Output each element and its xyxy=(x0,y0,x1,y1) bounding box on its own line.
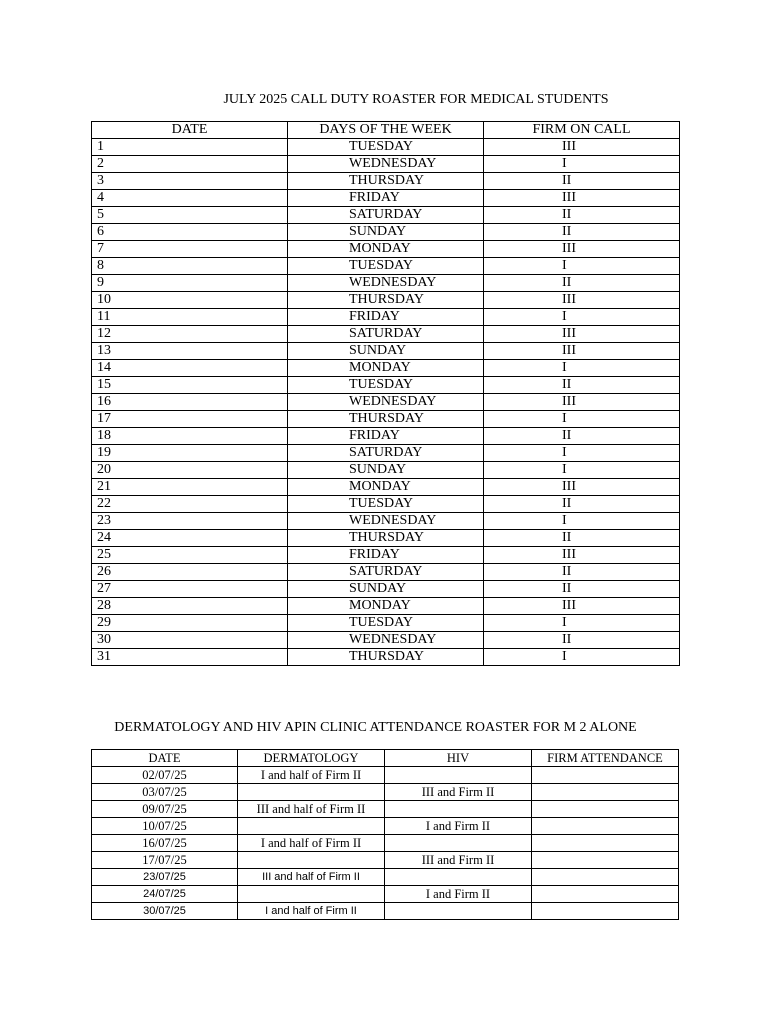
table-row xyxy=(92,411,680,428)
cell-dermatology xyxy=(238,886,385,903)
cell-day: MONDAY xyxy=(288,241,484,258)
cell-date: 29 xyxy=(92,615,288,632)
cell-firm: I xyxy=(484,309,680,326)
cell-date: 16 xyxy=(92,394,288,411)
cell-date: 30/07/25 xyxy=(92,903,238,920)
cell-firm: II xyxy=(484,496,680,513)
table-row xyxy=(92,869,679,886)
cell-dermatology: III and half of Firm II xyxy=(238,869,385,886)
table-row xyxy=(92,767,679,784)
table-row xyxy=(92,615,680,632)
cell-hiv xyxy=(385,767,532,784)
cell-firm-attendance xyxy=(532,852,679,869)
cell-firm: II xyxy=(484,173,680,190)
cell-date: 17/07/25 xyxy=(92,852,238,869)
roster-title: JULY 2025 CALL DUTY ROASTER FOR MEDICAL STUDENTS xyxy=(223,92,609,107)
cell-firm: III xyxy=(484,190,680,207)
cell-day: WEDNESDAY xyxy=(288,275,484,292)
cell-date: 30 xyxy=(92,632,288,649)
cell-day: FRIDAY xyxy=(288,309,484,326)
cell-firm: II xyxy=(484,581,680,598)
cell-date: 25 xyxy=(92,547,288,564)
table-row xyxy=(92,224,680,241)
cell-day: WEDNESDAY xyxy=(288,156,484,173)
table-row xyxy=(92,377,680,394)
cell-firm: II xyxy=(484,632,680,649)
cell-day: TUESDAY xyxy=(288,615,484,632)
cell-day: SUNDAY xyxy=(288,343,484,360)
cell-dermatology: I and half of Firm II xyxy=(238,903,385,920)
cell-day: FRIDAY xyxy=(288,547,484,564)
cell-date: 22 xyxy=(92,496,288,513)
cell-date: 5 xyxy=(92,207,288,224)
cell-day: SATURDAY xyxy=(288,207,484,224)
cell-date: 13 xyxy=(92,343,288,360)
cell-day: SUNDAY xyxy=(288,581,484,598)
cell-firm: I xyxy=(484,360,680,377)
table-row xyxy=(92,173,680,190)
cell-firm: II xyxy=(484,377,680,394)
table-row xyxy=(92,801,679,818)
cell-day: TUESDAY xyxy=(288,258,484,275)
cell-date: 8 xyxy=(92,258,288,275)
cell-day: THURSDAY xyxy=(288,530,484,547)
cell-firm: II xyxy=(484,564,680,581)
cell-hiv xyxy=(385,903,532,920)
cell-hiv: I and Firm II xyxy=(385,886,532,903)
column-header-firm: FIRM ON CALL xyxy=(484,122,680,139)
cell-firm-attendance xyxy=(532,903,679,920)
table-header-row xyxy=(92,750,679,767)
clinic-title: DERMATOLOGY AND HIV APIN CLINIC ATTENDANCE ROASTER FOR M 2 ALONE xyxy=(114,720,637,735)
call-duty-roster-table xyxy=(91,121,680,666)
cell-day: SUNDAY xyxy=(288,224,484,241)
cell-day: FRIDAY xyxy=(288,428,484,445)
cell-hiv xyxy=(385,801,532,818)
cell-date: 10/07/25 xyxy=(92,818,238,835)
table-row xyxy=(92,207,680,224)
cell-date: 17 xyxy=(92,411,288,428)
table-row xyxy=(92,632,680,649)
cell-firm: I xyxy=(484,615,680,632)
table-row xyxy=(92,360,680,377)
table-row xyxy=(92,852,679,869)
cell-firm: III xyxy=(484,326,680,343)
cell-firm-attendance xyxy=(532,835,679,852)
table-row xyxy=(92,326,680,343)
column-header-date: DATE xyxy=(92,122,288,139)
cell-day: TUESDAY xyxy=(288,496,484,513)
cell-day: SATURDAY xyxy=(288,445,484,462)
cell-day: MONDAY xyxy=(288,479,484,496)
table-row xyxy=(92,598,680,615)
table-row xyxy=(92,530,680,547)
cell-dermatology xyxy=(238,818,385,835)
cell-hiv: III and Firm II xyxy=(385,784,532,801)
cell-firm: II xyxy=(484,275,680,292)
cell-firm: III xyxy=(484,139,680,156)
cell-firm: I xyxy=(484,411,680,428)
table-row xyxy=(92,835,679,852)
table-row xyxy=(92,275,680,292)
cell-day: FRIDAY xyxy=(288,190,484,207)
cell-date: 09/07/25 xyxy=(92,801,238,818)
table-row xyxy=(92,241,680,258)
cell-firm: III xyxy=(484,241,680,258)
cell-firm: I xyxy=(484,258,680,275)
cell-date: 02/07/25 xyxy=(92,767,238,784)
cell-day: WEDNESDAY xyxy=(288,394,484,411)
cell-date: 2 xyxy=(92,156,288,173)
cell-date: 31 xyxy=(92,649,288,666)
cell-day: THURSDAY xyxy=(288,649,484,666)
column-header-day: DAYS OF THE WEEK xyxy=(288,122,484,139)
table-row xyxy=(92,190,680,207)
cell-day: MONDAY xyxy=(288,360,484,377)
cell-day: SUNDAY xyxy=(288,462,484,479)
cell-firm: II xyxy=(484,224,680,241)
cell-day: WEDNESDAY xyxy=(288,632,484,649)
cell-date: 24/07/25 xyxy=(92,886,238,903)
cell-firm: I xyxy=(484,156,680,173)
cell-date: 1 xyxy=(92,139,288,156)
table-row xyxy=(92,343,680,360)
column-header-firm-attendance: FIRM ATTENDANCE xyxy=(532,750,679,767)
cell-dermatology: I and half of Firm II xyxy=(238,835,385,852)
cell-dermatology: III and half of Firm II xyxy=(238,801,385,818)
table-row xyxy=(92,513,680,530)
cell-firm-attendance xyxy=(532,801,679,818)
cell-date: 10 xyxy=(92,292,288,309)
cell-firm: III xyxy=(484,598,680,615)
cell-date: 19 xyxy=(92,445,288,462)
cell-date: 16/07/25 xyxy=(92,835,238,852)
table-row xyxy=(92,903,679,920)
cell-date: 26 xyxy=(92,564,288,581)
cell-firm: II xyxy=(484,428,680,445)
cell-date: 9 xyxy=(92,275,288,292)
table-row xyxy=(92,394,680,411)
column-header-dermatology: DERMATOLOGY xyxy=(238,750,385,767)
table-row xyxy=(92,581,680,598)
clinic-attendance-table xyxy=(91,749,679,920)
cell-date: 3 xyxy=(92,173,288,190)
cell-firm-attendance xyxy=(532,869,679,886)
cell-dermatology xyxy=(238,852,385,869)
cell-date: 15 xyxy=(92,377,288,394)
cell-dermatology: I and half of Firm II xyxy=(238,767,385,784)
cell-firm: II xyxy=(484,207,680,224)
cell-day: THURSDAY xyxy=(288,411,484,428)
table-row xyxy=(92,649,680,666)
cell-dermatology xyxy=(238,784,385,801)
cell-firm-attendance xyxy=(532,767,679,784)
cell-day: WEDNESDAY xyxy=(288,513,484,530)
table-row xyxy=(92,496,680,513)
cell-date: 21 xyxy=(92,479,288,496)
cell-day: SATURDAY xyxy=(288,564,484,581)
cell-date: 14 xyxy=(92,360,288,377)
cell-date: 6 xyxy=(92,224,288,241)
cell-date: 23/07/25 xyxy=(92,869,238,886)
cell-date: 27 xyxy=(92,581,288,598)
cell-date: 24 xyxy=(92,530,288,547)
cell-date: 03/07/25 xyxy=(92,784,238,801)
cell-firm-attendance xyxy=(532,784,679,801)
table-row xyxy=(92,292,680,309)
table-row xyxy=(92,564,680,581)
table-row xyxy=(92,818,679,835)
table-row xyxy=(92,428,680,445)
cell-hiv xyxy=(385,835,532,852)
cell-day: MONDAY xyxy=(288,598,484,615)
cell-date: 20 xyxy=(92,462,288,479)
cell-day: TUESDAY xyxy=(288,139,484,156)
table-row xyxy=(92,886,679,903)
cell-day: SATURDAY xyxy=(288,326,484,343)
table-row xyxy=(92,547,680,564)
cell-firm: I xyxy=(484,445,680,462)
cell-date: 18 xyxy=(92,428,288,445)
table-row xyxy=(92,784,679,801)
cell-hiv: III and Firm II xyxy=(385,852,532,869)
cell-firm: III xyxy=(484,292,680,309)
cell-firm: III xyxy=(484,547,680,564)
table-row xyxy=(92,479,680,496)
column-header-hiv: HIV xyxy=(385,750,532,767)
cell-firm: III xyxy=(484,394,680,411)
table-row xyxy=(92,139,680,156)
cell-day: THURSDAY xyxy=(288,292,484,309)
cell-date: 23 xyxy=(92,513,288,530)
cell-day: THURSDAY xyxy=(288,173,484,190)
table-header-row xyxy=(92,122,680,139)
cell-date: 4 xyxy=(92,190,288,207)
cell-firm: III xyxy=(484,479,680,496)
cell-firm: I xyxy=(484,513,680,530)
cell-hiv: I and Firm II xyxy=(385,818,532,835)
cell-date: 28 xyxy=(92,598,288,615)
cell-date: 11 xyxy=(92,309,288,326)
table-row xyxy=(92,156,680,173)
cell-firm: III xyxy=(484,343,680,360)
column-header-date: DATE xyxy=(92,750,238,767)
cell-hiv xyxy=(385,869,532,886)
cell-date: 7 xyxy=(92,241,288,258)
table-row xyxy=(92,445,680,462)
cell-date: 12 xyxy=(92,326,288,343)
table-row xyxy=(92,462,680,479)
table-row xyxy=(92,309,680,326)
cell-day: TUESDAY xyxy=(288,377,484,394)
cell-firm-attendance xyxy=(532,818,679,835)
cell-firm: I xyxy=(484,462,680,479)
cell-firm: II xyxy=(484,530,680,547)
cell-firm: I xyxy=(484,649,680,666)
table-row xyxy=(92,258,680,275)
cell-firm-attendance xyxy=(532,886,679,903)
